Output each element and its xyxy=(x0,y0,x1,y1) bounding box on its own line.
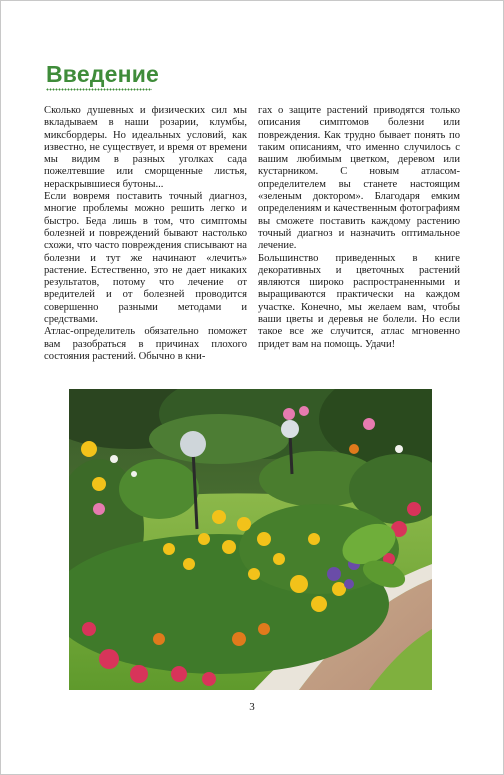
garden-photo xyxy=(69,389,432,690)
text-column-left xyxy=(44,105,247,363)
title-dotted-underline xyxy=(46,88,152,91)
paragraph: Большинство приведенных в книге декоративных и цветочных растений являются широко распространенными и выращиваются практически на каждом участке. Конечно, мы желаем вам, чтобы ваши цветы и деревья не болели. Но если такое все же случится, атлас мгновенно придет вам на помощь. Удачи! xyxy=(258,252,460,350)
paragraph: Атлас-определитель обязательно поможет вам разобраться в причинах плохого состояния растений. Обычно в кни- xyxy=(44,326,247,362)
paragraph: гах о защите растений приводятся только описания симптомов болезни или повреждения. Как трудно бывает понять по таким описаниям, что именно случилось с вашим любимым цветком, деревом или кустарником. С новым атласом-определителем вы станете настоящим «зеленым доктором». Благодаря емким определениям и качественным фотографиям вы сможете поставить каждому растению точный диагноз и назначить оптимальное лечение. xyxy=(258,105,460,252)
page-title: Введение xyxy=(46,61,160,87)
paragraph: Сколько душевных и физических сил мы вкладываем в наши розарии, клумбы, миксбордеры. Но идеальных условий, как известно, не существует, и время от времени мы видим в разных уголках сада пожелтевшие или сморщенные листья, нераскрывшиеся бутоны... xyxy=(44,105,247,190)
page-number: 3 xyxy=(249,701,255,713)
paragraph: Если вовремя поставить точный диагноз, многие проблемы можно решить легко и быстро. Беда лишь в том, что симптомы болезней и повреждений бывают настолько схожи, что часто повреждения списывают на болезни и тут же начинают «лечить» растение. Естественно, это не дает никаких результатов, потому что лечение от вредителей и от болезней проводится совершенно разными методами и средствами. xyxy=(44,191,247,326)
text-column-right xyxy=(258,105,460,351)
